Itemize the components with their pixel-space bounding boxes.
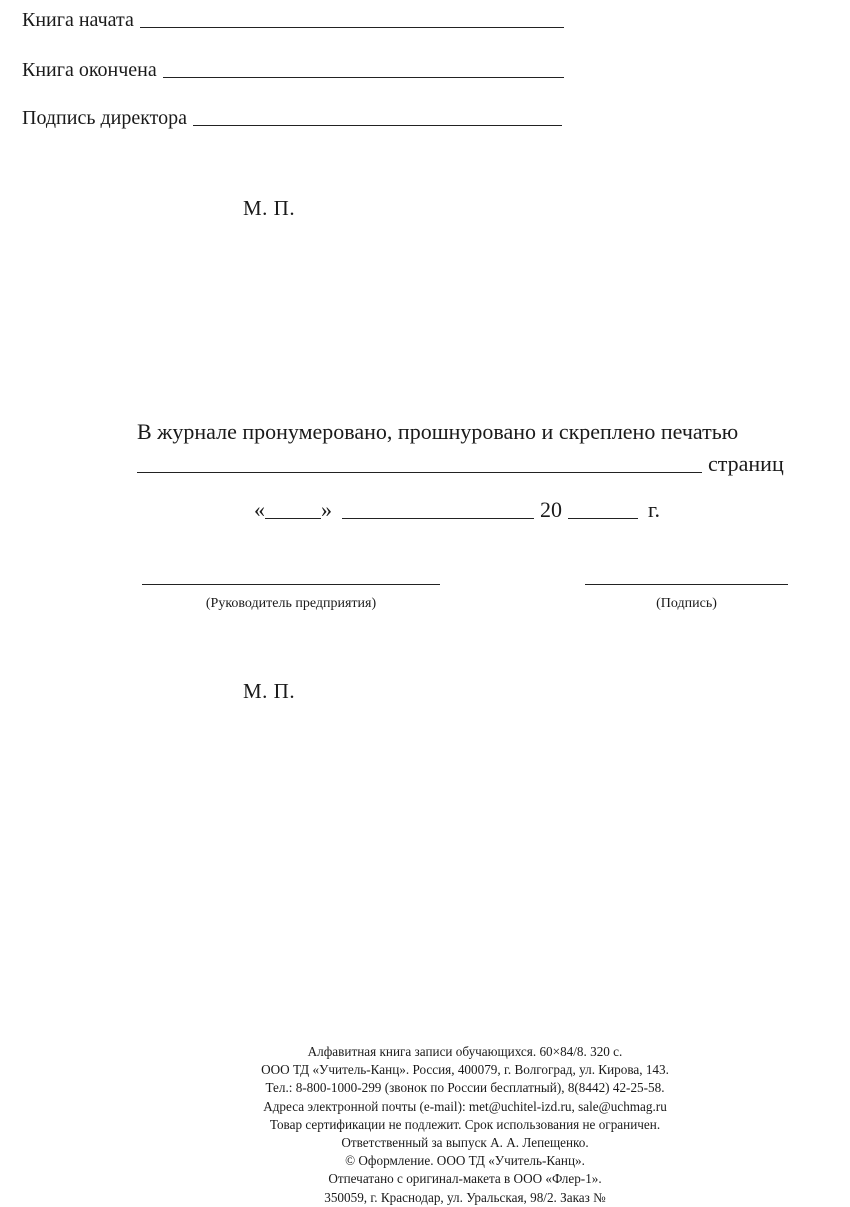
- imprint-line: © Оформление. ООО ТД «Учитель-Канц».: [345, 1153, 585, 1169]
- signature-caption: (Подпись): [656, 596, 717, 611]
- manager-signature-line[interactable]: [142, 584, 440, 585]
- director-signature-line[interactable]: [193, 125, 562, 126]
- year-prefix: 20: [540, 497, 562, 522]
- imprint-line: Товар сертификации не подлежит. Срок использования не ограничен.: [269, 1116, 661, 1132]
- imprint-line: Отпечатано с оригинал-макета в ООО «Флер-1».: [328, 1171, 602, 1187]
- close-quote: »: [321, 497, 332, 522]
- imprint-line: Тел.: 8-800-1000-299 (звонок по России бесплатный), 8(8442) 42-25-58.: [265, 1080, 665, 1096]
- stamp-place-bottom: М. П.: [243, 679, 296, 703]
- book-finished-line[interactable]: [163, 77, 564, 78]
- signature-line[interactable]: [585, 584, 788, 585]
- imprint-line: ООО ТД «Учитель-Канц». Россия, 400079, г. Волгоград, ул. Кирова, 143.: [261, 1062, 669, 1078]
- book-finished-field: [22, 58, 564, 82]
- year-line[interactable]: [568, 518, 638, 519]
- month-line[interactable]: [342, 518, 534, 519]
- stamp-place-top: М. П.: [243, 196, 296, 220]
- pages-count-field: [137, 450, 784, 478]
- imprint-line: 350059, г. Краснодар, ул. Уральская, 98/2. Заказ №: [324, 1189, 606, 1205]
- day-line[interactable]: [265, 518, 321, 519]
- imprint-line: Адреса электронной почты (e-mail): met@uchitel-izd.ru, sale@uchmag.ru: [263, 1098, 667, 1114]
- director-signature-field: [22, 106, 562, 130]
- open-quote: «: [254, 497, 265, 522]
- book-finished-label: Книга окончена: [22, 59, 157, 81]
- book-started-line[interactable]: [140, 27, 564, 28]
- certification-text: В журнале пронумеровано, прошнуровано и скреплено печатью: [137, 419, 739, 444]
- book-started-label: Книга начата: [22, 9, 134, 31]
- imprint-line: Ответственный за выпуск А. А. Лепещенко.: [341, 1135, 589, 1151]
- pages-label: страниц: [708, 451, 784, 476]
- imprint-block: [180, 1043, 750, 1207]
- book-started-field: [22, 8, 564, 32]
- pages-count-line[interactable]: [137, 472, 702, 473]
- date-field: [254, 496, 660, 524]
- year-suffix: г.: [648, 497, 661, 522]
- manager-caption: (Руководитель предприятия): [205, 596, 377, 611]
- imprint-line: Алфавитная книга записи обучающихся. 60×84/8. 320 с.: [307, 1044, 623, 1059]
- director-signature-label: Подпись директора: [22, 107, 188, 129]
